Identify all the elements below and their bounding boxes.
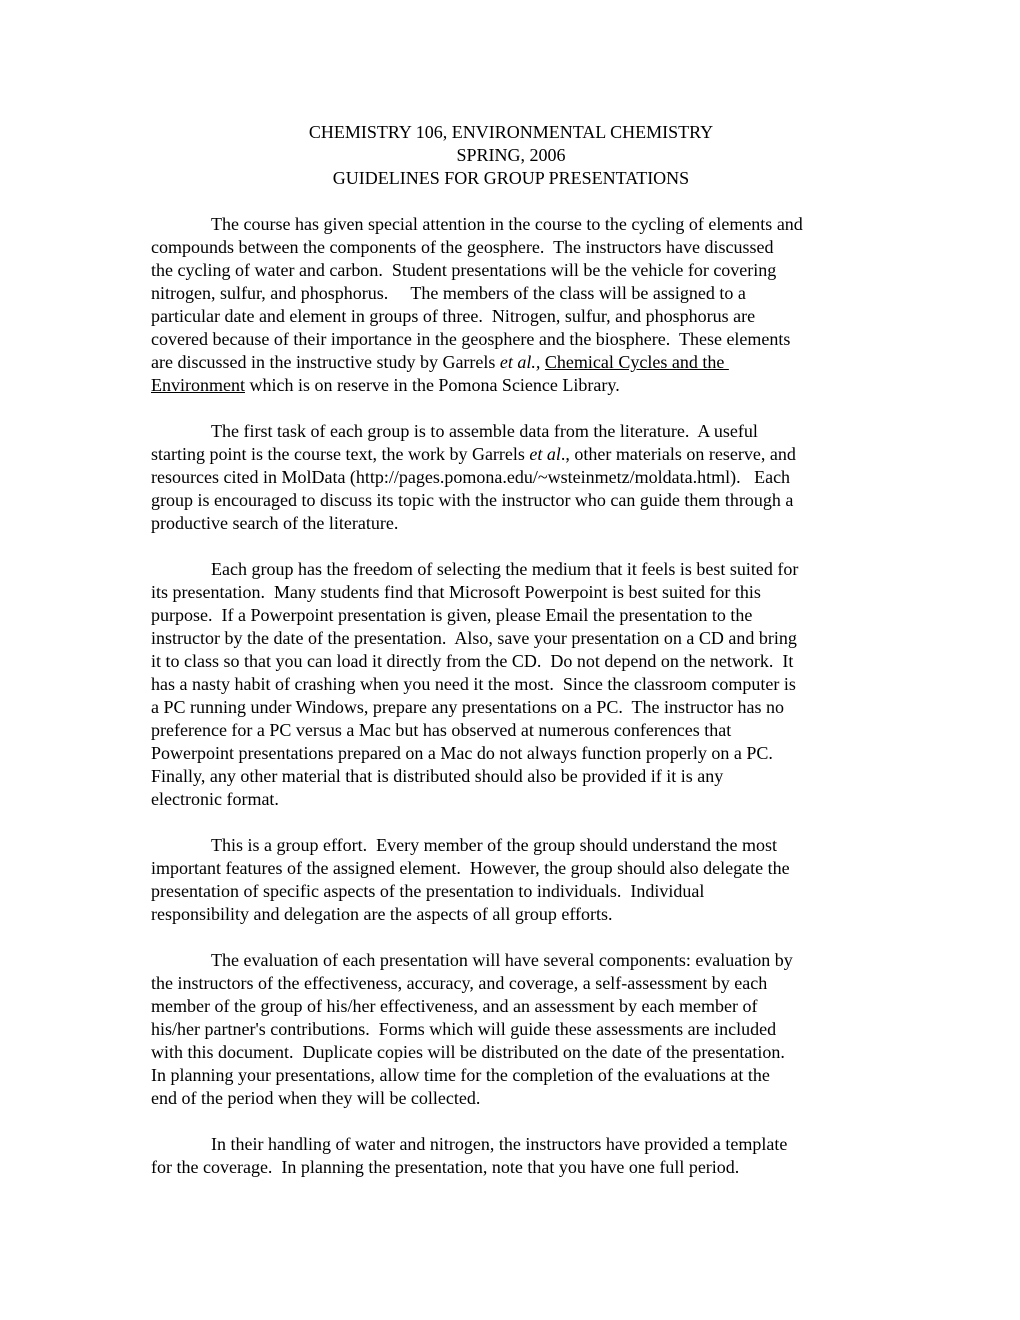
italic-text: et al.,: [499, 352, 541, 372]
text-line: purpose. If a Powerpoint presentation is given, please Email the presentation to the: [151, 605, 753, 625]
text-segment: which is on reserve in the Pomona Science Library.: [244, 375, 620, 395]
text-line: The first task of each group is to assemble data from the literature. A useful: [211, 421, 758, 441]
text-line: the cycling of water and carbon. Student presentations will be the vehicle for covering: [151, 260, 777, 280]
title-line: CHEMISTRY 106, ENVIRONMENTAL CHEMISTRY: [308, 122, 714, 142]
text-line: [151, 443, 891, 466]
underlined-title: Environment: [151, 375, 245, 395]
text-line: instructor by the date of the presentation. Also, save your presentation on a CD and bring: [151, 628, 797, 648]
underlined-title: Chemical Cycles and the: [544, 352, 729, 372]
document-page: [151, 121, 891, 1179]
text-line: In planning your presentations, allow time for the completion of the evaluations at the: [151, 1065, 770, 1085]
paragraph: [151, 213, 891, 397]
text-line: nitrogen, sulfur, and phosphorus. The members of the class will be assigned to a: [151, 283, 746, 303]
text-line: covered because of their importance in the geosphere and the biosphere. These elements: [151, 329, 791, 349]
text-line: particular date and element in groups of three. Nitrogen, sulfur, and phosphorus are: [151, 306, 756, 326]
text-line: it to class so that you can load it directly from the CD. Do not depend on the network. It: [151, 651, 794, 671]
text-line: end of the period when they will be collected.: [151, 1088, 481, 1108]
document-title: [151, 121, 891, 190]
text-line: Powerpoint presentations prepared on a Mac do not always function properly on a PC.: [151, 743, 773, 763]
text-line: resources cited in MolData (http://pages.pomona.edu/~wsteinmetz/moldata.html). Each: [151, 467, 791, 487]
text-line: productive search of the literature.: [151, 513, 399, 533]
text-line: a PC running under Windows, prepare any presentations on a PC. The instructor has no: [151, 697, 784, 717]
text-line: has a nasty habit of crashing when you need it the most. Since the classroom computer is: [151, 674, 796, 694]
title-line: SPRING, 2006: [456, 145, 566, 165]
italic-text: et al: [529, 444, 561, 464]
text-segment: are discussed in the instructive study by Garrels: [151, 352, 500, 372]
paragraph: [151, 1133, 891, 1179]
text-line: [151, 351, 891, 374]
text-line: The course has given special attention in the course to the cycling of elements and: [211, 214, 803, 234]
text-line: In their handling of water and nitrogen, the instructors have provided a template: [211, 1134, 788, 1154]
text-line: compounds between the components of the geosphere. The instructors have discussed: [151, 237, 774, 257]
text-line: The evaluation of each presentation will have several components: evaluation by: [211, 950, 793, 970]
paragraph: [151, 834, 891, 926]
text-line: electronic format.: [151, 789, 279, 809]
text-segment: starting point is the course text, the work by Garrels: [151, 444, 530, 464]
text-line: its presentation. Many students find that Microsoft Powerpoint is best suited for this: [151, 582, 761, 602]
text-line: preference for a PC versus a Mac but has observed at numerous conferences that: [151, 720, 732, 740]
text-line: presentation of specific aspects of the presentation to individuals. Individual: [151, 881, 705, 901]
text-line: responsibility and delegation are the aspects of all group efforts.: [151, 904, 613, 924]
text-line: [151, 374, 891, 397]
text-line: Finally, any other material that is distributed should also be provided if it is any: [151, 766, 724, 786]
text-line: important features of the assigned element. However, the group should also delegate the: [151, 858, 790, 878]
document-body: [151, 213, 891, 1179]
text-segment: ., other materials on reserve, and: [560, 444, 796, 464]
text-line: the instructors of the effectiveness, accuracy, and coverage, a self-assessment by each: [151, 973, 768, 993]
paragraph: [151, 949, 891, 1110]
text-line: This is a group effort. Every member of the group should understand the most: [211, 835, 778, 855]
title-line: GUIDELINES FOR GROUP PRESENTATIONS: [332, 168, 690, 188]
text-line: member of the group of his/her effectiveness, and an assessment by each member of: [151, 996, 758, 1016]
text-line: for the coverage. In planning the presentation, note that you have one full period.: [151, 1157, 740, 1177]
text-line: his/her partner's contributions. Forms which will guide these assessments are included: [151, 1019, 777, 1039]
text-line: with this document. Duplicate copies will be distributed on the date of the presentation.: [151, 1042, 785, 1062]
paragraph: [151, 558, 891, 811]
text-line: Each group has the freedom of selecting the medium that it feels is best suited for: [211, 559, 799, 579]
text-line: group is encouraged to discuss its topic with the instructor who can guide them through a: [151, 490, 794, 510]
paragraph: [151, 420, 891, 535]
